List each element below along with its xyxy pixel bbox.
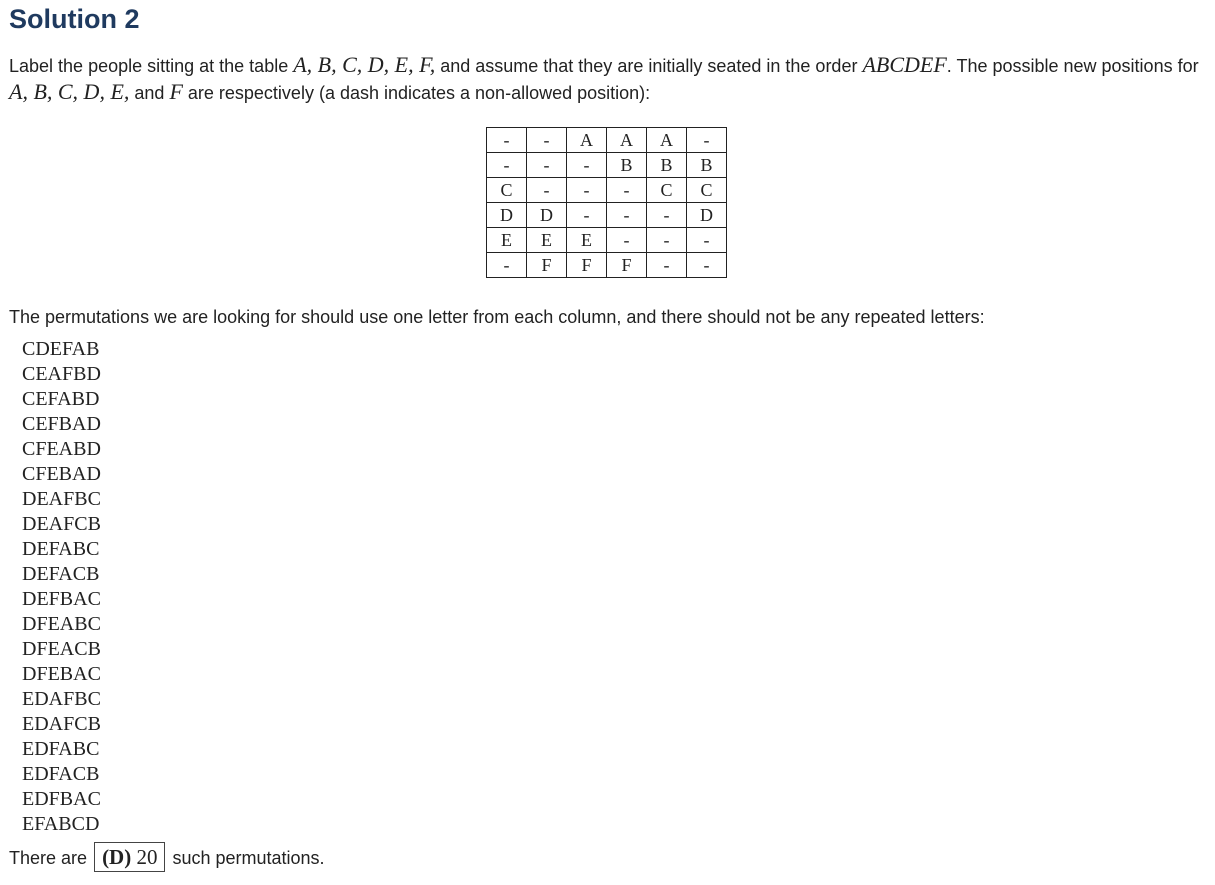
permutation-item: CFEBAD <box>22 463 101 485</box>
permutation-item: EDFBAC <box>22 788 101 810</box>
position-cell: F <box>607 253 647 278</box>
position-cell: - <box>567 178 607 203</box>
position-cell: D <box>487 203 527 228</box>
position-row <box>487 228 727 253</box>
position-cell: - <box>527 128 567 153</box>
explanation-paragraph: The permutations we are looking for should use one letter from each column, and there should not be any repeated letters: <box>9 307 985 327</box>
intro-paragraph <box>9 52 1199 106</box>
position-row <box>487 203 727 228</box>
position-cell: - <box>647 203 687 228</box>
position-cell: - <box>527 178 567 203</box>
position-cell: B <box>607 153 647 178</box>
position-cell: - <box>567 203 607 228</box>
permutation-item: DEAFCB <box>22 513 101 535</box>
permutation-list <box>22 337 101 837</box>
solution-title: Solution 2 <box>9 4 140 34</box>
position-cell: - <box>567 153 607 178</box>
intro-text-5: are respectively (a dash indicates a non-allowed position): <box>182 83 651 103</box>
position-cell: - <box>607 228 647 253</box>
position-cell: - <box>487 253 527 278</box>
conclusion-prefix: There are <box>9 848 88 868</box>
position-cell: - <box>527 153 567 178</box>
position-cell: C <box>687 178 727 203</box>
position-table <box>486 127 727 278</box>
position-cell: - <box>687 128 727 153</box>
position-cell: - <box>647 253 687 278</box>
answer-value: 20 <box>136 845 158 869</box>
position-cell: - <box>687 228 727 253</box>
position-cell: - <box>607 178 647 203</box>
position-row <box>487 128 727 153</box>
position-cell: D <box>687 203 727 228</box>
position-cell: A <box>607 128 647 153</box>
permutation-item: CFEABD <box>22 438 101 460</box>
permutation-item: DFEACB <box>22 638 101 660</box>
permutation-item: EDAFBC <box>22 688 101 710</box>
intro-text-4: and <box>129 83 170 103</box>
conclusion-line <box>9 842 325 873</box>
position-cell: - <box>687 253 727 278</box>
conclusion-suffix: such permutations. <box>172 848 325 868</box>
permutation-item: DEFBAC <box>22 588 101 610</box>
position-cell: - <box>647 228 687 253</box>
position-row <box>487 153 727 178</box>
permutation-item: CEFBAD <box>22 413 101 435</box>
permutation-item: CEAFBD <box>22 363 101 385</box>
position-cell: - <box>487 128 527 153</box>
position-row <box>487 178 727 203</box>
answer-box <box>94 842 165 872</box>
permutation-item: CEFABD <box>22 388 100 410</box>
position-cell: D <box>527 203 567 228</box>
permutation-item: EDAFCB <box>22 713 101 735</box>
permutation-item: DFEABC <box>22 613 101 635</box>
position-cell: E <box>567 228 607 253</box>
permutation-item: EFABCD <box>22 813 100 835</box>
intro-math-order: ABCDEF <box>862 52 947 77</box>
position-cell: A <box>567 128 607 153</box>
intro-math-people-list: A, B, C, D, E, <box>9 79 130 104</box>
position-cell: E <box>527 228 567 253</box>
position-row <box>487 253 727 278</box>
position-cell: C <box>487 178 527 203</box>
position-cell: E <box>487 228 527 253</box>
position-cell: F <box>567 253 607 278</box>
position-cell: C <box>647 178 687 203</box>
permutation-item: DEAFBC <box>22 488 101 510</box>
intro-text-1: Label the people sitting at the table <box>9 56 294 76</box>
permutation-item: EDFABC <box>22 738 100 760</box>
permutation-item: DEFACB <box>22 563 100 585</box>
position-cell: B <box>687 153 727 178</box>
answer-letter: (D) <box>102 845 132 869</box>
intro-text-2: and assume that they are initially seated in the order <box>435 56 863 76</box>
position-cell: A <box>647 128 687 153</box>
intro-math-f: F <box>169 79 183 104</box>
position-cell: B <box>647 153 687 178</box>
permutation-item: CDEFAB <box>22 338 100 360</box>
position-cell: - <box>487 153 527 178</box>
position-cell: F <box>527 253 567 278</box>
permutation-item: DEFABC <box>22 538 100 560</box>
permutation-item: EDFACB <box>22 763 100 785</box>
intro-math-people: A, B, C, D, E, F, <box>293 52 436 77</box>
permutation-item: DFEBAC <box>22 663 101 685</box>
intro-text-3: . The possible new positions for <box>946 56 1199 76</box>
position-cell: - <box>607 203 647 228</box>
